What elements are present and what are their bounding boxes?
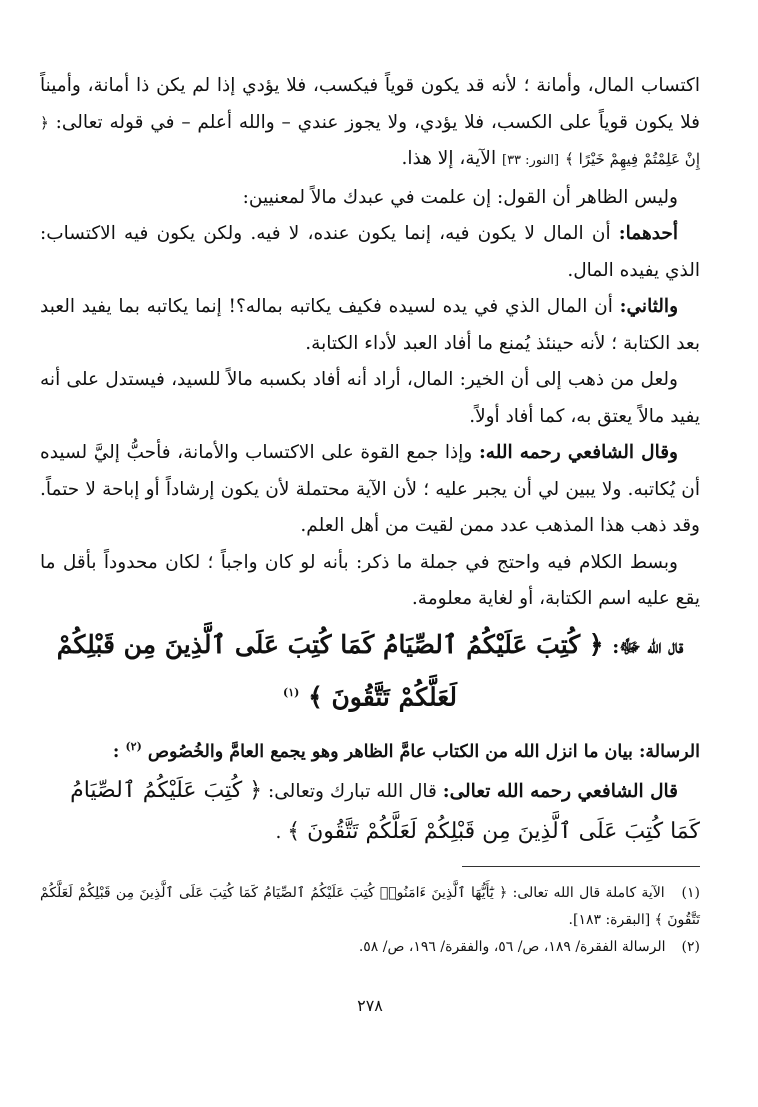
footnote-1-verse: ﴿ يَٰٓأَيُّهَا ٱلَّذِينَ ءَامَنُوا۟ كُتِبَ عَلَيْكُمُ ٱلصِّيَامُ كَمَا كُتِبَ عَلَى ٱلَّذِينَ مِن قَبْلِكُمْ لَعَلَّكُمْ تَتَّقُونَ ﴾	[40, 885, 700, 928]
footnotes	[40, 880, 700, 961]
risala-heading-text: الرسالة: بيان ما انزل الله من الكتاب عامَّ الظاهر وهو يجمع العامَّ والخُصُوص	[147, 741, 700, 762]
footnote-divider	[462, 866, 700, 867]
line-1: اكتساب المال، وأمانة ؛ لأنه قد يكون قوياً فيكسب، فلا يؤدي إذا لم يكن ذا	[135, 75, 700, 96]
footnote-1	[40, 880, 700, 934]
verse-heading-text: ﴿ كُتِبَ عَلَيْكُمُ ٱلصِّيَامُ كَمَا كُتِبَ عَلَى ٱلَّذِينَ مِن قَبْلِكُمْ لَعَلَّكُمْ تَتَّقُونَ ﴾	[56, 629, 604, 711]
shafii2-end: .	[275, 821, 282, 843]
paragraph-second-meaning	[40, 289, 700, 362]
para2-text: وليس الظاهر أن القول: إن علمت في عبدك مالاً لمعنيين:	[242, 186, 678, 208]
shafii2-label: قال الشافعي رحمه الله تعالى:	[442, 780, 678, 802]
paragraph-khayr	[40, 362, 700, 435]
line-3-head: أعلم – في قوله تعالى:	[55, 111, 233, 133]
footnote-1-number: (١)	[681, 885, 701, 901]
footnote-1-text: الآية كاملة قال الله تعالى:	[512, 885, 665, 901]
shafii-label: وقال الشافعي رحمه الله:	[478, 442, 678, 463]
line-3-tail: الآية، إلا هذا.	[401, 148, 497, 169]
footnote-2	[40, 934, 700, 961]
para5-text: ولعل من ذهب إلى أن الخير: المال، أراد أنه أفاد بكسبه مالاً للسيد، فيستدل على أنه يفيد مالاً يعتق به، كما أفاد أولاً.	[40, 369, 700, 427]
footnote-1-ref: [البقرة: ١٨٣].	[568, 912, 651, 928]
first-label: أحدهما:	[618, 223, 679, 244]
para7-text: وبسط الكلام فيه واحتج في جملة ما ذكر: بأنه لو كان واجباً ؛ لكان محدوداً بأقل ما يقع عليه اسم الكتابة، أو لغاية معلومة.	[40, 551, 700, 609]
line-2: أمانة، وأميناً فلا يكون قوياً على الكسب، فلا يؤدي، ولا يجوز عندي – والله	[40, 75, 701, 133]
paragraph-opening	[40, 68, 700, 180]
paragraph-shafii-quote	[40, 771, 700, 853]
verse-heading-block	[40, 622, 700, 720]
page-body	[40, 68, 700, 1068]
shafii2-verse: ﴿ كُتِبَ عَلَيْكُمُ ٱلصِّيَامُ كَمَا كُتِبَ عَلَى ٱلَّذِينَ مِن قَبْلِكُمْ لَعَلَّكُمْ تَتَّقُونَ ﴾	[70, 777, 700, 844]
shafii-text: وإذا جمع القوة على الاكتساب والأمانة، فأحبُّ إليَّ لسيده أن يُكاتبه. ولا يبين لي أن يجبر عليه ؛ لأن الآية محتملة لأن يكون إرشاداً أو إباحة لا حتماً. وقد ذهب هذا المذهب عدد ممن لقيت من أهل العلم.	[40, 442, 700, 536]
shafii2-text: قال الله تبارك وتعالى:	[268, 780, 437, 802]
footnote-2-number: (٢)	[681, 939, 700, 955]
risala-heading	[40, 728, 700, 771]
paragraph-two-meanings	[40, 180, 700, 217]
second-text: أن المال الذي في يده لسيده فكيف يكاتبه بماله؟! إنما يكاتبه بما يفيد العبد بعد الكتابة ؛ لأنه حينئذ يُمنع ما أفاد العبد لأداء الكتابة.	[40, 296, 700, 354]
paragraph-shafii-opinion	[40, 435, 700, 545]
footnote-2-text: الرسالة الفقرة/ ١٨٩، ص/ ٥٦، والفقرة/ ١٩٦، ص/ ٥٨.	[358, 939, 666, 955]
verse-heading-label: قال الله ﷻ:	[612, 635, 684, 658]
paragraph-elaboration	[40, 545, 700, 618]
risala-colon: :	[112, 741, 120, 762]
quran-inline-verse: ﴿ إِنْ عَلِمْتُمْ فِيهِمْ خَيْرًا ﴾	[40, 113, 700, 168]
footnote-ref-1: (١)	[283, 685, 300, 699]
page-number: ٢٧٨	[357, 996, 383, 1015]
footnote-ref-2: (٢)	[125, 739, 142, 753]
quran-reference: [النور: ٣٣]	[502, 153, 560, 168]
second-label: والثاني:	[619, 296, 678, 317]
paragraph-first-meaning	[40, 216, 700, 289]
first-text: أن المال لا يكون فيه، إنما يكون عنده، لا فيه. ولكن يكون فيه الاكتساب: الذي يفيده المال.	[40, 223, 700, 281]
